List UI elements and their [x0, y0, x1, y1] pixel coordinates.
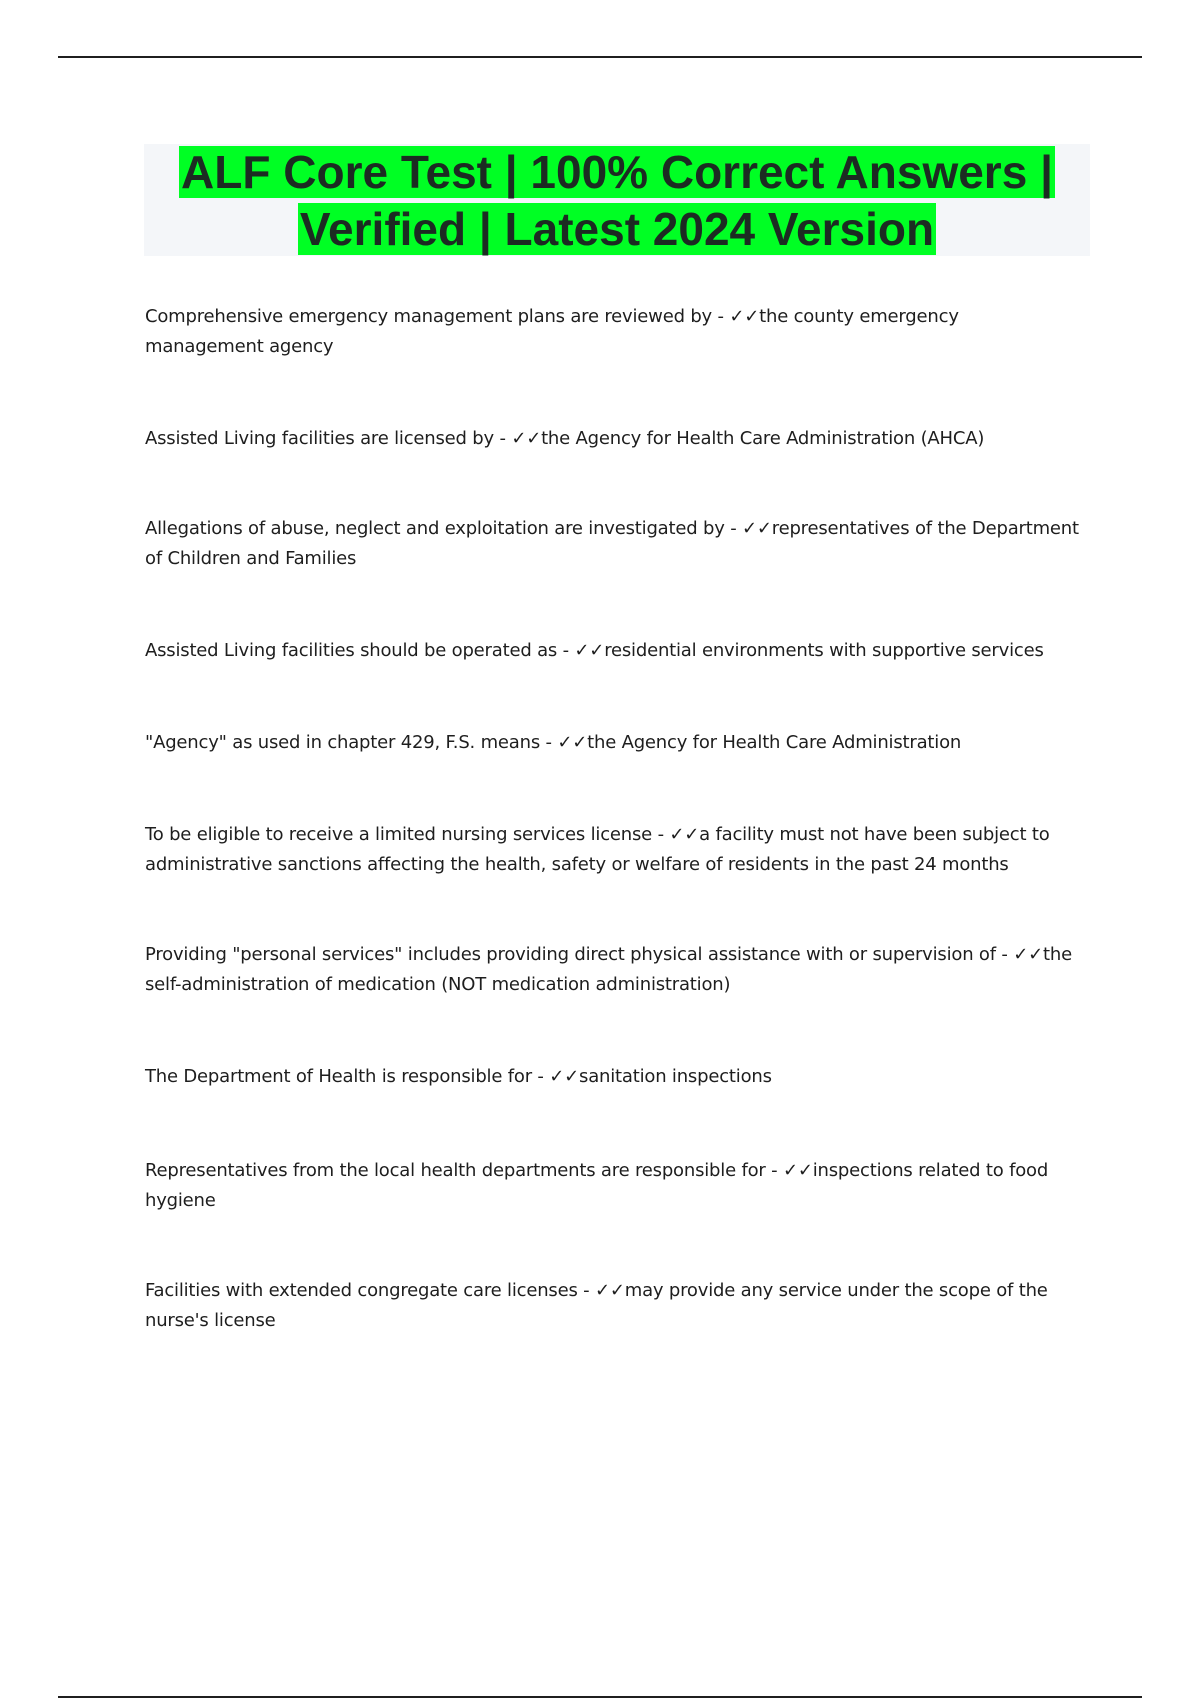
title-line-2-wrapper: [144, 201, 1090, 258]
check-mark-icon: ✓✓: [595, 1280, 625, 1301]
question-text: Allegations of abuse, neglect and exploitation are investigated by: [145, 518, 725, 539]
qa-item: [145, 302, 1080, 362]
separator: -: [724, 518, 743, 539]
separator: -: [557, 640, 575, 661]
qa-item: [145, 424, 1080, 454]
answer-text: the Agency for Health Care Administration: [587, 732, 962, 753]
check-mark-icon: ✓✓: [782, 1160, 813, 1181]
check-mark-icon: ✓✓: [1013, 944, 1043, 965]
question-text: To be eligible to receive a limited nursing services license: [145, 824, 653, 845]
separator: -: [493, 428, 512, 449]
answer-text: the self-administration of medication (NOT medication administration): [145, 944, 1072, 995]
qa-item: [145, 1156, 1080, 1216]
title-line-1-wrapper: [144, 144, 1090, 201]
question-text: The Department of Health is responsible for: [145, 1066, 532, 1087]
answer-text: inspections related to food hygiene: [145, 1160, 1049, 1211]
qa-item: [145, 820, 1080, 880]
bottom-rule: [58, 1696, 1142, 1698]
question-text: "Agency" as used in chapter 429, F.S. means: [145, 732, 541, 753]
separator: -: [652, 824, 670, 845]
question-answer-list: [145, 302, 1080, 1336]
answer-text: the Agency for Health Care Administration (AHCA): [541, 428, 985, 449]
question-text: Representatives from the local health departments are responsible for: [145, 1160, 766, 1181]
check-mark-icon: ✓✓: [557, 732, 588, 753]
qa-item: [145, 1062, 1080, 1092]
qa-item: [145, 1276, 1080, 1336]
separator: -: [712, 306, 730, 327]
top-rule: [58, 56, 1142, 58]
check-mark-icon: ✓✓: [742, 518, 772, 539]
qa-item: [145, 514, 1080, 574]
answer-text: may provide any service under the scope of the nurse's license: [145, 1280, 1048, 1331]
separator: -: [540, 732, 558, 753]
separator: -: [995, 944, 1014, 965]
document-title-line-2: Verified | Latest 2024 Version: [299, 203, 935, 255]
document-title-line-1: ALF Core Test | 100% Correct Answers |: [181, 146, 1053, 198]
qa-item: [145, 728, 1080, 758]
separator: -: [765, 1160, 783, 1181]
answer-text: a facility must not have been subject to administrative sanctions affecting the health, safety or welfare of residents in the past 24 months: [145, 824, 1050, 875]
check-mark-icon: ✓✓: [549, 1066, 580, 1087]
check-mark-icon: ✓✓: [574, 640, 605, 661]
check-mark-icon: ✓✓: [729, 306, 760, 327]
check-mark-icon: ✓✓: [511, 428, 542, 449]
check-mark-icon: ✓✓: [669, 824, 700, 845]
question-text: Comprehensive emergency management plans are reviewed by: [145, 306, 713, 327]
qa-item: [145, 636, 1080, 666]
answer-text: residential environments with supportive services: [604, 640, 1044, 661]
question-text: Facilities with extended congregate care licenses: [145, 1280, 578, 1301]
question-text: Assisted Living facilities should be operated as: [145, 640, 558, 661]
answer-text: the county emergency management agency: [145, 306, 959, 357]
question-text: Providing "personal services" includes providing direct physical assistance with or supervision of: [145, 944, 996, 965]
separator: -: [577, 1280, 595, 1301]
answer-text: sanitation inspections: [579, 1066, 772, 1087]
separator: -: [531, 1066, 550, 1087]
question-text: Assisted Living facilities are licensed by: [145, 428, 494, 449]
qa-item: [145, 940, 1080, 1000]
answer-text: representatives of the Department of Children and Families: [145, 518, 1079, 569]
document-title-box: [144, 144, 1090, 256]
